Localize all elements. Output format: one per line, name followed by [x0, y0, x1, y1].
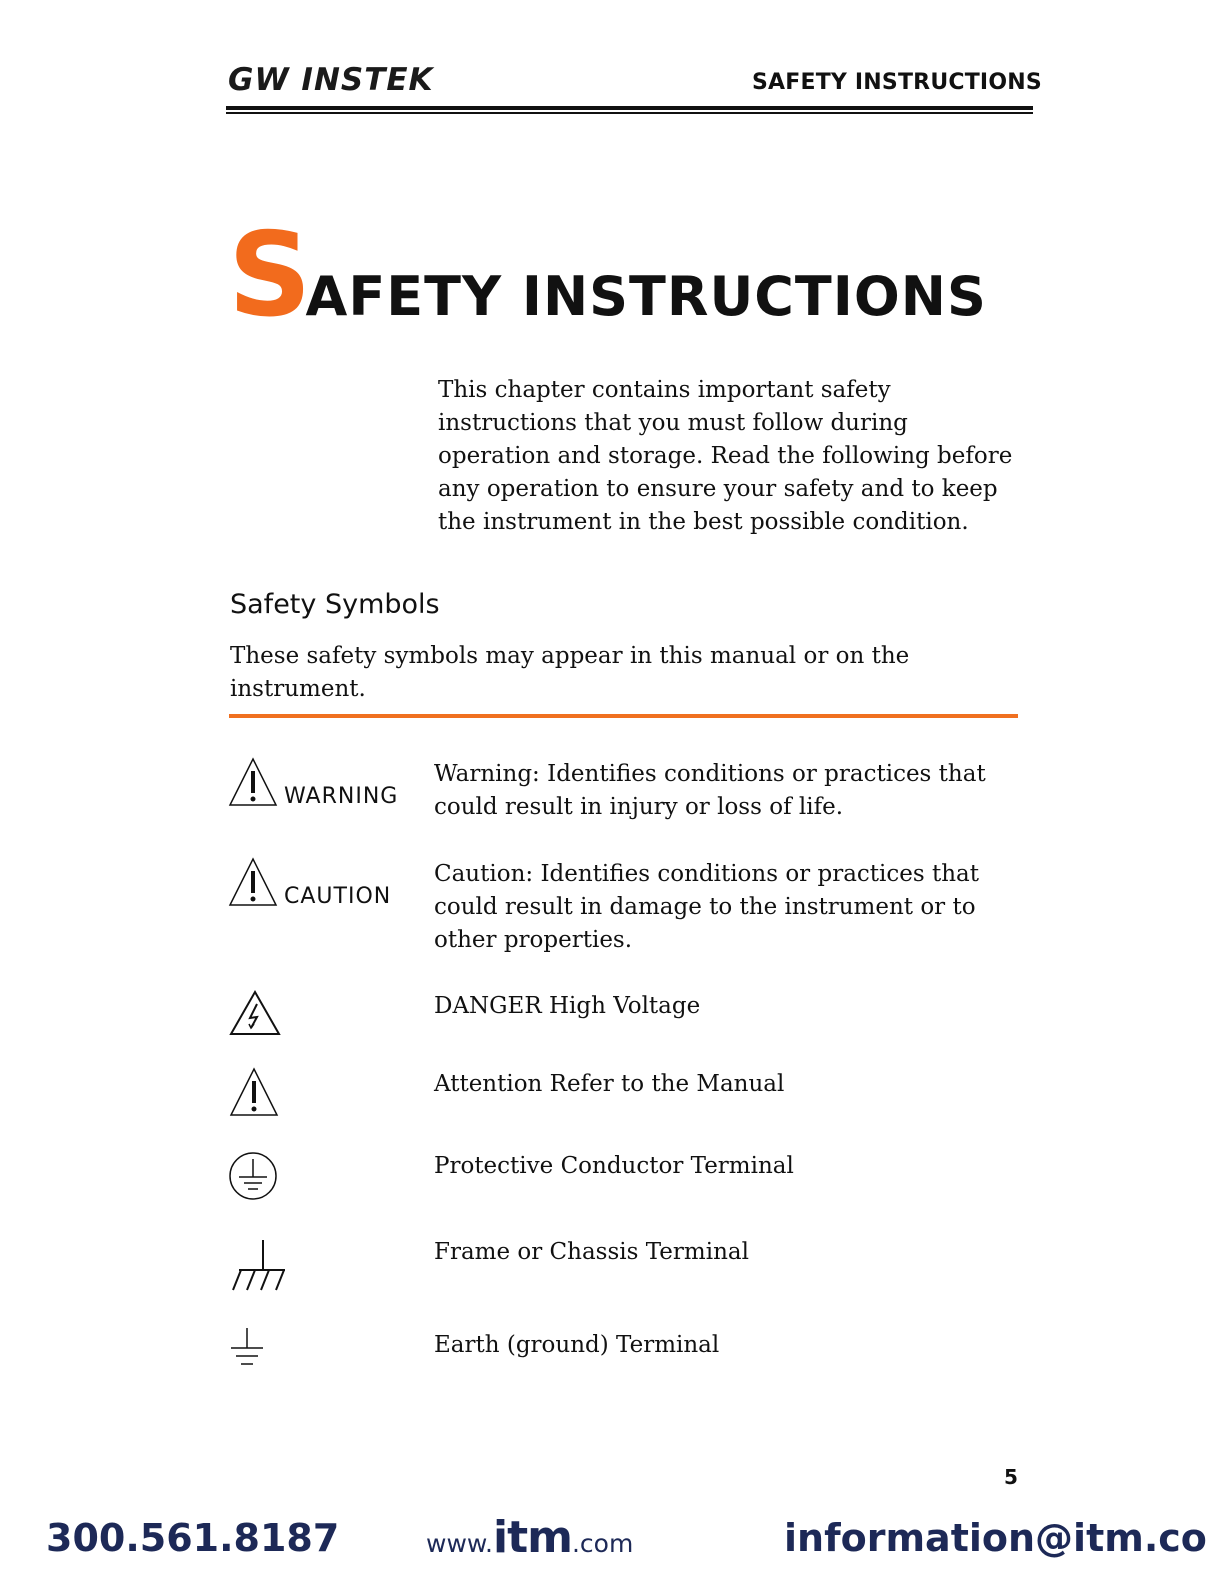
- page-number: 5: [1004, 1465, 1018, 1489]
- symbol-row-caution: [228, 857, 278, 911]
- title-initial: S: [228, 208, 312, 343]
- intro-paragraph: This chapter contains important safety instructions that you must follow during operation and storage. Read the following before any operation to ensure your safety and to keep the instrument in the best possible condition.: [438, 377, 1013, 535]
- warning-description: Warning: Identifies conditions or practices that could result in injury or loss of life.: [434, 761, 986, 820]
- footer-phone[interactable]: 300.561.8187: [46, 1516, 340, 1560]
- attention-icon: [229, 1067, 279, 1117]
- website-brand: itm: [493, 1512, 572, 1563]
- high-voltage-icon: [229, 990, 281, 1036]
- symbol-row-protective-conductor: [229, 1151, 279, 1205]
- section-divider: [229, 714, 1018, 718]
- section-description: These safety symbols may appear in this manual or on the instrument.: [230, 643, 910, 702]
- website-suffix: .com: [571, 1529, 634, 1558]
- symbol-row-high-voltage: [229, 990, 281, 1040]
- header-section-title: SAFETY INSTRUCTIONS: [752, 70, 1042, 95]
- caution-description: Caution: Identifies conditions or practices that could result in damage to the instrument or to other properties.: [434, 861, 980, 953]
- symbol-row-warning: [228, 757, 278, 811]
- high-voltage-description: DANGER High Voltage: [434, 993, 701, 1019]
- symbol-row-chassis: [229, 1238, 289, 1298]
- footer-website[interactable]: [426, 1512, 633, 1563]
- attention-description: Attention Refer to the Manual: [434, 1071, 785, 1097]
- title-rest: AFETY INSTRUCTIONS: [305, 265, 987, 328]
- chassis-terminal-description: Frame or Chassis Terminal: [434, 1239, 749, 1265]
- warning-label: WARNING: [284, 784, 399, 809]
- earth-ground-icon: [229, 1326, 269, 1370]
- warning-icon: [228, 757, 278, 807]
- protective-conductor-description: Protective Conductor Terminal: [434, 1153, 794, 1179]
- protective-conductor-icon: [229, 1151, 279, 1201]
- caution-label: CAUTION: [284, 884, 392, 909]
- caution-icon: [228, 857, 278, 907]
- header-rule: [226, 106, 1033, 110]
- chassis-terminal-icon: [229, 1238, 289, 1294]
- page-title: [228, 208, 987, 343]
- brand-logo: GW INSTEK: [228, 62, 434, 98]
- symbol-row-earth: [229, 1326, 269, 1374]
- earth-ground-description: Earth (ground) Terminal: [434, 1332, 720, 1358]
- footer-email[interactable]: information@itm.co: [784, 1516, 1207, 1560]
- website-prefix: www.: [426, 1529, 493, 1558]
- section-title: Safety Symbols: [230, 589, 440, 620]
- symbol-row-attention: [229, 1067, 279, 1121]
- header-rule-thin: [226, 112, 1033, 114]
